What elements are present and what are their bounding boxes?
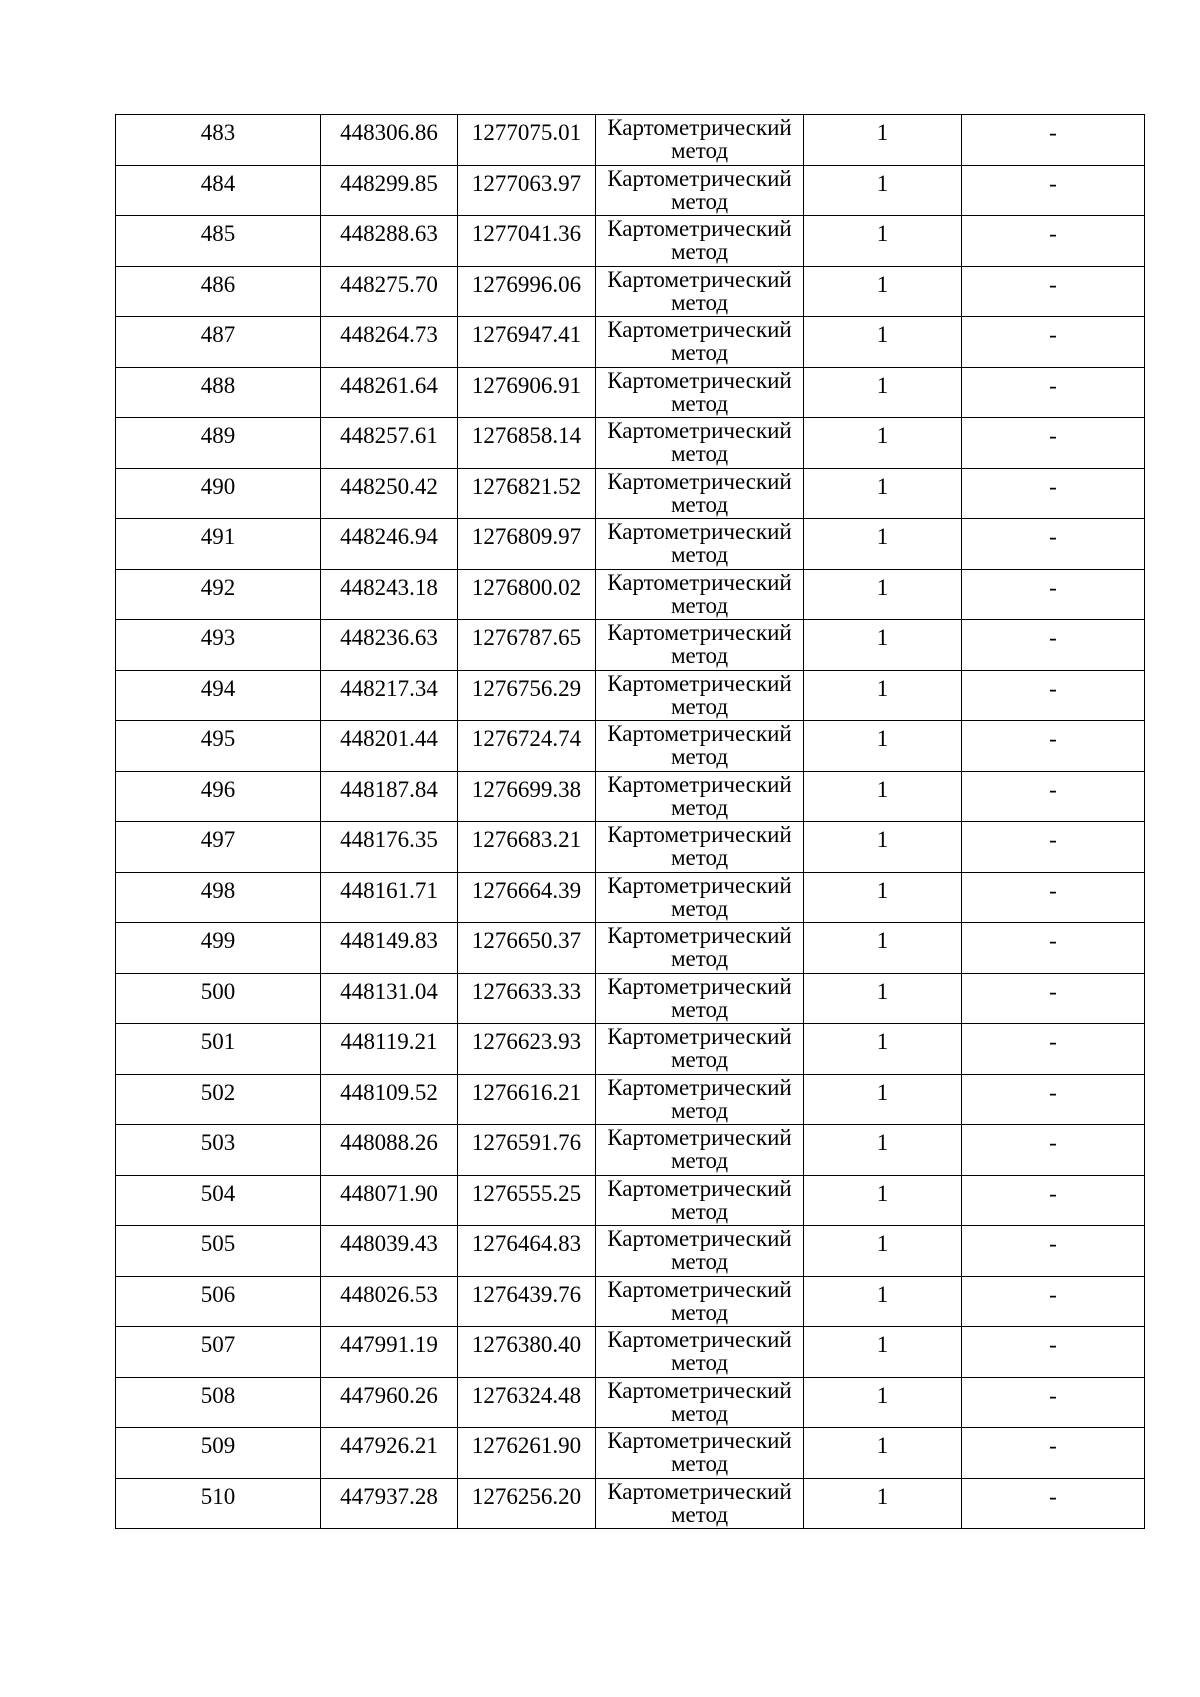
method-text: Картометрический — [607, 569, 792, 595]
method-text: Картометрический — [607, 266, 792, 292]
accuracy-cell: 1 — [804, 620, 962, 671]
note-cell: - — [962, 1226, 1145, 1277]
point-number-cell: 486 — [116, 266, 321, 317]
y-coordinate-cell: 1276650.37 — [458, 923, 596, 974]
method-text: Картометрический — [607, 1428, 792, 1453]
method-text: Картометрический — [607, 923, 792, 948]
y-coordinate-cell: 1276439.76 — [458, 1276, 596, 1327]
method-text: метод — [670, 693, 729, 719]
y-coordinate-cell: 1277063.97 — [458, 165, 596, 216]
method-text: метод — [670, 390, 729, 416]
accuracy-cell: 1 — [804, 1175, 962, 1226]
x-coordinate-cell: 448217.34 — [321, 670, 458, 721]
x-coordinate-cell: 448257.61 — [321, 418, 458, 469]
table-row — [116, 670, 1145, 721]
point-number-cell: 489 — [116, 418, 321, 469]
x-coordinate-cell: 448088.26 — [321, 1125, 458, 1176]
method-text: метод — [670, 441, 729, 466]
point-number-cell: 505 — [116, 1226, 321, 1277]
table-row — [116, 165, 1145, 216]
x-coordinate-cell: 448026.53 — [321, 1276, 458, 1327]
point-number-cell: 491 — [116, 519, 321, 570]
x-coordinate-cell: 448261.64 — [321, 367, 458, 418]
accuracy-cell: 1 — [804, 872, 962, 923]
table-row — [116, 973, 1145, 1024]
method-text: Картометрический — [607, 1175, 792, 1201]
accuracy-cell: 1 — [804, 216, 962, 267]
method-text: метод — [670, 946, 729, 971]
point-number-cell: 485 — [116, 216, 321, 267]
accuracy-cell: 1 — [804, 1377, 962, 1428]
y-coordinate-cell: 1276256.20 — [458, 1478, 596, 1529]
method-text: Картометрический — [607, 872, 792, 898]
method-text: метод — [670, 643, 729, 668]
note-cell: - — [962, 872, 1145, 923]
table-row — [116, 317, 1145, 368]
method-cell — [596, 1074, 804, 1125]
y-coordinate-cell: 1276664.39 — [458, 872, 596, 923]
method-cell — [596, 1226, 804, 1277]
point-number-cell: 500 — [116, 973, 321, 1024]
y-coordinate-cell: 1277041.36 — [458, 216, 596, 267]
accuracy-cell: 1 — [804, 418, 962, 469]
method-text: Картометрический — [607, 670, 792, 696]
accuracy-cell: 1 — [804, 1074, 962, 1125]
y-coordinate-cell: 1276724.74 — [458, 721, 596, 772]
note-cell: - — [962, 822, 1145, 873]
method-cell — [596, 519, 804, 570]
accuracy-cell: 1 — [804, 1226, 962, 1277]
method-cell — [596, 266, 804, 317]
table-row — [116, 266, 1145, 317]
method-text: метод — [670, 138, 729, 163]
method-text: метод — [670, 1097, 729, 1123]
accuracy-cell: 1 — [804, 721, 962, 772]
note-cell: - — [962, 721, 1145, 772]
y-coordinate-cell: 1277075.01 — [458, 115, 596, 166]
note-cell: - — [962, 519, 1145, 570]
accuracy-cell: 1 — [804, 266, 962, 317]
x-coordinate-cell: 448201.44 — [321, 721, 458, 772]
table-row — [116, 1428, 1145, 1479]
method-text: Картометрический — [607, 317, 792, 342]
method-cell — [596, 721, 804, 772]
note-cell: - — [962, 367, 1145, 418]
method-text: метод — [670, 542, 729, 567]
note-cell: - — [962, 569, 1145, 620]
method-text: Картометрический — [607, 468, 792, 494]
method-cell — [596, 973, 804, 1024]
x-coordinate-cell: 448149.83 — [321, 923, 458, 974]
point-number-cell: 504 — [116, 1175, 321, 1226]
point-number-cell: 487 — [116, 317, 321, 368]
y-coordinate-cell: 1276996.06 — [458, 266, 596, 317]
note-cell: - — [962, 670, 1145, 721]
method-text: метод — [670, 744, 729, 769]
coordinates-table — [115, 114, 1145, 1529]
method-text: Картометрический — [607, 1226, 792, 1251]
method-text: Картометрический — [607, 367, 792, 393]
point-number-cell: 502 — [116, 1074, 321, 1125]
table-row — [116, 620, 1145, 671]
y-coordinate-cell: 1276809.97 — [458, 519, 596, 570]
x-coordinate-cell: 447960.26 — [321, 1377, 458, 1428]
method-text: метод — [670, 1451, 729, 1476]
y-coordinate-cell: 1276633.33 — [458, 973, 596, 1024]
accuracy-cell: 1 — [804, 317, 962, 368]
method-text: Картометрический — [607, 1276, 792, 1302]
method-cell — [596, 1478, 804, 1529]
point-number-cell: 497 — [116, 822, 321, 873]
table-row — [116, 1226, 1145, 1277]
table-row — [116, 771, 1145, 822]
method-text: Картометрический — [607, 1125, 792, 1150]
method-text: метод — [670, 188, 729, 214]
x-coordinate-cell: 448243.18 — [321, 569, 458, 620]
method-text: метод — [670, 1400, 729, 1426]
x-coordinate-cell: 448131.04 — [321, 973, 458, 1024]
point-number-cell: 493 — [116, 620, 321, 671]
table-row — [116, 519, 1145, 570]
note-cell: - — [962, 468, 1145, 519]
y-coordinate-cell: 1276947.41 — [458, 317, 596, 368]
y-coordinate-cell: 1276324.48 — [458, 1377, 596, 1428]
x-coordinate-cell: 448071.90 — [321, 1175, 458, 1226]
table-row — [116, 872, 1145, 923]
table-row — [116, 1175, 1145, 1226]
method-text: метод — [670, 895, 729, 921]
point-number-cell: 483 — [116, 115, 321, 166]
note-cell: - — [962, 973, 1145, 1024]
method-text: Картометрический — [607, 165, 792, 191]
point-number-cell: 494 — [116, 670, 321, 721]
x-coordinate-cell: 447991.19 — [321, 1327, 458, 1378]
method-text: метод — [670, 1350, 729, 1375]
note-cell: - — [962, 1175, 1145, 1226]
method-text: Картометрический — [607, 418, 792, 443]
y-coordinate-cell: 1276906.91 — [458, 367, 596, 418]
accuracy-cell: 1 — [804, 1478, 962, 1529]
method-cell — [596, 569, 804, 620]
y-coordinate-cell: 1276261.90 — [458, 1428, 596, 1479]
method-text: Картометрический — [607, 721, 792, 746]
y-coordinate-cell: 1276380.40 — [458, 1327, 596, 1378]
y-coordinate-cell: 1276699.38 — [458, 771, 596, 822]
method-text: метод — [670, 340, 729, 365]
accuracy-cell: 1 — [804, 1327, 962, 1378]
accuracy-cell: 1 — [804, 670, 962, 721]
accuracy-cell: 1 — [804, 468, 962, 519]
method-cell — [596, 1276, 804, 1327]
point-number-cell: 498 — [116, 872, 321, 923]
y-coordinate-cell: 1276616.21 — [458, 1074, 596, 1125]
x-coordinate-cell: 448246.94 — [321, 519, 458, 570]
accuracy-cell: 1 — [804, 822, 962, 873]
table-row — [116, 418, 1145, 469]
y-coordinate-cell: 1276623.93 — [458, 1024, 596, 1075]
x-coordinate-cell: 448275.70 — [321, 266, 458, 317]
point-number-cell: 490 — [116, 468, 321, 519]
y-coordinate-cell: 1276787.65 — [458, 620, 596, 671]
method-cell — [596, 620, 804, 671]
y-coordinate-cell: 1276591.76 — [458, 1125, 596, 1176]
accuracy-cell: 1 — [804, 165, 962, 216]
accuracy-cell: 1 — [804, 1125, 962, 1176]
y-coordinate-cell: 1276683.21 — [458, 822, 596, 873]
method-text: метод — [670, 1299, 729, 1325]
method-text: Картометрический — [607, 216, 792, 241]
note-cell: - — [962, 317, 1145, 368]
method-text: Картометрический — [607, 1074, 792, 1100]
method-cell — [596, 822, 804, 873]
note-cell: - — [962, 1478, 1145, 1529]
note-cell: - — [962, 266, 1145, 317]
method-cell — [596, 771, 804, 822]
point-number-cell: 488 — [116, 367, 321, 418]
point-number-cell: 510 — [116, 1478, 321, 1529]
accuracy-cell: 1 — [804, 1428, 962, 1479]
x-coordinate-cell: 448250.42 — [321, 468, 458, 519]
method-text: Картометрический — [607, 1024, 792, 1049]
method-text: метод — [670, 289, 729, 315]
method-text: Картометрический — [607, 771, 792, 797]
method-text: Картометрический — [607, 519, 792, 544]
note-cell: - — [962, 216, 1145, 267]
note-cell: - — [962, 620, 1145, 671]
x-coordinate-cell: 448176.35 — [321, 822, 458, 873]
point-number-cell: 509 — [116, 1428, 321, 1479]
method-text: Картометрический — [607, 620, 792, 645]
note-cell: - — [962, 1428, 1145, 1479]
coordinates-table-body — [116, 115, 1145, 1529]
method-text: метод — [670, 239, 729, 264]
method-text: метод — [670, 491, 729, 517]
method-cell — [596, 216, 804, 267]
x-coordinate-cell: 448119.21 — [321, 1024, 458, 1075]
accuracy-cell: 1 — [804, 923, 962, 974]
accuracy-cell: 1 — [804, 973, 962, 1024]
x-coordinate-cell: 448299.85 — [321, 165, 458, 216]
method-text: метод — [670, 845, 729, 870]
x-coordinate-cell: 448306.86 — [321, 115, 458, 166]
method-cell — [596, 1175, 804, 1226]
accuracy-cell: 1 — [804, 569, 962, 620]
table-row — [116, 1478, 1145, 1529]
accuracy-cell: 1 — [804, 1276, 962, 1327]
point-number-cell: 484 — [116, 165, 321, 216]
x-coordinate-cell: 447926.21 — [321, 1428, 458, 1479]
point-number-cell: 501 — [116, 1024, 321, 1075]
method-cell — [596, 1125, 804, 1176]
note-cell: - — [962, 1074, 1145, 1125]
y-coordinate-cell: 1276464.83 — [458, 1226, 596, 1277]
method-text: Картометрический — [607, 1377, 792, 1403]
x-coordinate-cell: 448264.73 — [321, 317, 458, 368]
note-cell: - — [962, 165, 1145, 216]
table-row — [116, 1327, 1145, 1378]
table-row — [116, 1377, 1145, 1428]
method-cell — [596, 670, 804, 721]
table-row — [116, 923, 1145, 974]
y-coordinate-cell: 1276756.29 — [458, 670, 596, 721]
method-text: метод — [670, 1501, 729, 1527]
point-number-cell: 503 — [116, 1125, 321, 1176]
note-cell: - — [962, 1125, 1145, 1176]
x-coordinate-cell: 448187.84 — [321, 771, 458, 822]
method-cell — [596, 468, 804, 519]
x-coordinate-cell: 447937.28 — [321, 1478, 458, 1529]
note-cell: - — [962, 923, 1145, 974]
method-cell — [596, 367, 804, 418]
point-number-cell: 492 — [116, 569, 321, 620]
table-row — [116, 367, 1145, 418]
method-text: Картометрический — [607, 822, 792, 847]
method-cell — [596, 115, 804, 166]
method-cell — [596, 165, 804, 216]
method-text: Картометрический — [607, 973, 792, 999]
method-text: метод — [670, 592, 729, 618]
method-cell — [596, 1377, 804, 1428]
method-cell — [596, 872, 804, 923]
point-number-cell: 496 — [116, 771, 321, 822]
method-text: метод — [670, 1249, 729, 1274]
y-coordinate-cell: 1276555.25 — [458, 1175, 596, 1226]
table-row — [116, 1074, 1145, 1125]
accuracy-cell: 1 — [804, 1024, 962, 1075]
method-cell — [596, 1024, 804, 1075]
x-coordinate-cell: 448109.52 — [321, 1074, 458, 1125]
note-cell: - — [962, 1024, 1145, 1075]
x-coordinate-cell: 448039.43 — [321, 1226, 458, 1277]
method-cell — [596, 418, 804, 469]
y-coordinate-cell: 1276800.02 — [458, 569, 596, 620]
method-text: Картометрический — [607, 1478, 792, 1504]
method-text: метод — [670, 1198, 729, 1224]
note-cell: - — [962, 418, 1145, 469]
point-number-cell: 495 — [116, 721, 321, 772]
note-cell: - — [962, 771, 1145, 822]
point-number-cell: 499 — [116, 923, 321, 974]
table-row — [116, 115, 1145, 166]
table-row — [116, 822, 1145, 873]
table-row — [116, 1024, 1145, 1075]
point-number-cell: 507 — [116, 1327, 321, 1378]
method-cell — [596, 1428, 804, 1479]
method-text: Картометрический — [607, 115, 792, 140]
method-cell — [596, 1327, 804, 1378]
method-text: метод — [670, 996, 729, 1022]
x-coordinate-cell: 448236.63 — [321, 620, 458, 671]
x-coordinate-cell: 448161.71 — [321, 872, 458, 923]
method-cell — [596, 317, 804, 368]
accuracy-cell: 1 — [804, 519, 962, 570]
note-cell: - — [962, 1377, 1145, 1428]
point-number-cell: 506 — [116, 1276, 321, 1327]
table-row — [116, 216, 1145, 267]
method-text: Картометрический — [607, 1327, 792, 1352]
y-coordinate-cell: 1276858.14 — [458, 418, 596, 469]
accuracy-cell: 1 — [804, 367, 962, 418]
table-row — [116, 1125, 1145, 1176]
point-number-cell: 508 — [116, 1377, 321, 1428]
accuracy-cell: 1 — [804, 115, 962, 166]
method-text: метод — [670, 794, 729, 820]
note-cell: - — [962, 115, 1145, 166]
y-coordinate-cell: 1276821.52 — [458, 468, 596, 519]
method-cell — [596, 923, 804, 974]
note-cell: - — [962, 1276, 1145, 1327]
table-row — [116, 569, 1145, 620]
table-row — [116, 468, 1145, 519]
accuracy-cell: 1 — [804, 771, 962, 822]
note-cell: - — [962, 1327, 1145, 1378]
x-coordinate-cell: 448288.63 — [321, 216, 458, 267]
table-row — [116, 721, 1145, 772]
table-row — [116, 1276, 1145, 1327]
method-text: метод — [670, 1148, 729, 1173]
method-text: метод — [670, 1047, 729, 1072]
